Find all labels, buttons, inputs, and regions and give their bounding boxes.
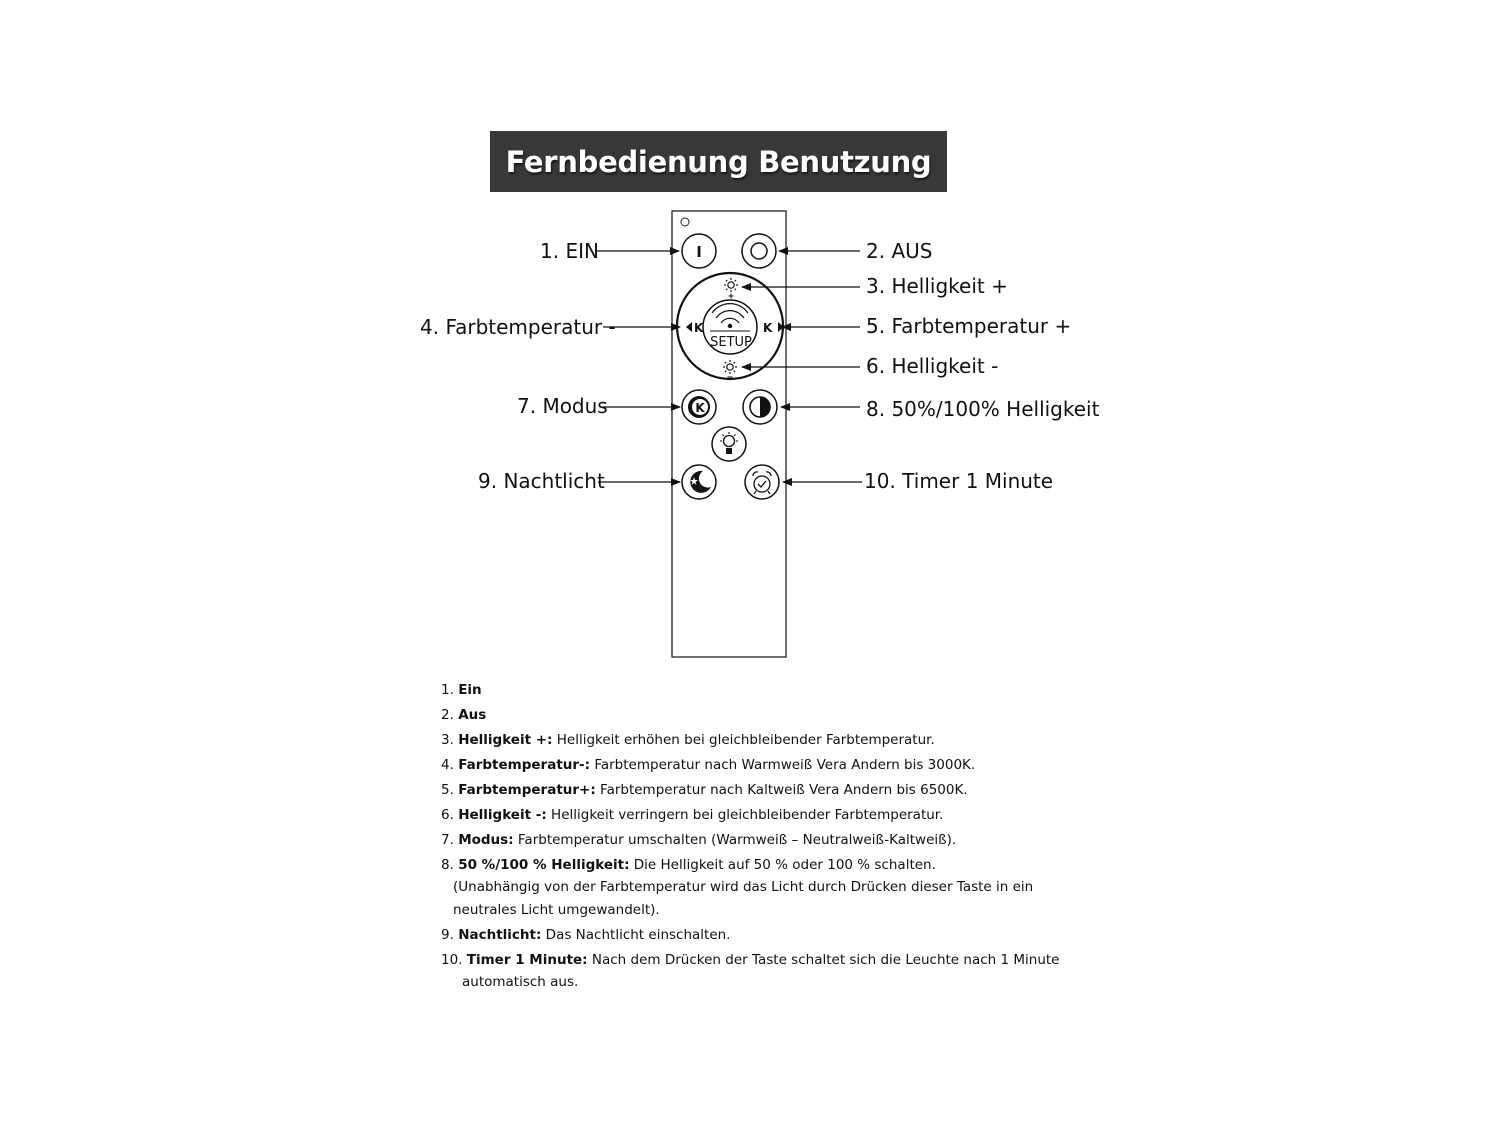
- callout-timer: 10. Timer 1 Minute: [864, 469, 1054, 493]
- callout-color-temp-down: 4. Farbtemperatur -: [420, 315, 616, 339]
- callout-brightness-down: 6. Helligkeit -: [866, 354, 999, 378]
- callout-night-light: 9. Nachtlicht: [478, 469, 605, 493]
- callout-on: 1. EIN: [540, 239, 599, 263]
- callout-color-temp-up: 5. Farbtemperatur +: [866, 314, 1072, 338]
- callout-half-brightness: 8. 50%/100% Helligkeit: [866, 397, 1100, 421]
- page-title: Fernbedienung Benutzung: [490, 131, 947, 192]
- list-item: 10. Timer 1 Minute: Nach dem Drücken der Taste schaltet sich die Leuchte nach 1 Minute automatisch aus.: [441, 952, 1060, 990]
- svg-text:K: K: [694, 321, 704, 335]
- list-item: 7. Modus: Farbtemperatur umschalten (Warmweiß – Neutralweiß-Kaltweiß).: [441, 832, 957, 848]
- list-item: 6. Helligkeit -: Helligkeit verringern bei gleichbleibender Farbtemperatur.: [441, 807, 944, 823]
- light-button[interactable]: [712, 427, 746, 461]
- power-on-icon: I: [696, 243, 702, 261]
- half-brightness-button[interactable]: [743, 390, 777, 424]
- svg-text:K: K: [763, 321, 773, 335]
- list-item: 9. Nachtlicht: Das Nachtlicht einschalten.: [441, 927, 731, 943]
- list-item: 5. Farbtemperatur+: Farbtemperatur nach Kaltweiß Vera Andern bis 6500K.: [441, 782, 968, 798]
- timer-button[interactable]: [745, 465, 779, 499]
- half-brightness-icon: [750, 397, 770, 417]
- setup-button[interactable]: [703, 300, 757, 354]
- callout-off: 2. AUS: [866, 239, 933, 263]
- power-on-button[interactable]: [682, 234, 716, 268]
- list-item: 1. Ein: [441, 682, 482, 698]
- mode-icon: [688, 396, 710, 418]
- instructions-list: [441, 680, 1081, 994]
- callout-brightness-up: 3. Helligkeit +: [866, 274, 1008, 298]
- list-item: 4. Farbtemperatur-: Farbtemperatur nach Warmweiß Vera Andern bis 3000K.: [441, 757, 976, 773]
- callout-mode: 7. Modus: [517, 394, 608, 418]
- setup-label: SETUP: [710, 335, 752, 350]
- list-item: 8. 50 %/100 % Helligkeit: Die Helligkeit auf 50 % oder 100 % schalten. (Unabhängig von der Farbtemperatur wird das Licht durch Drücken dieser Taste in ein neutrales Licht umgewandelt).: [441, 857, 1034, 918]
- power-off-button[interactable]: [742, 234, 776, 268]
- list-item: 2. Aus: [441, 707, 487, 723]
- night-light-button[interactable]: [682, 465, 716, 499]
- list-item: 3. Helligkeit +: Helligkeit erhöhen bei gleichbleibender Farbtemperatur.: [441, 732, 935, 748]
- mode-button[interactable]: [682, 390, 716, 424]
- svg-text:K: K: [695, 401, 705, 415]
